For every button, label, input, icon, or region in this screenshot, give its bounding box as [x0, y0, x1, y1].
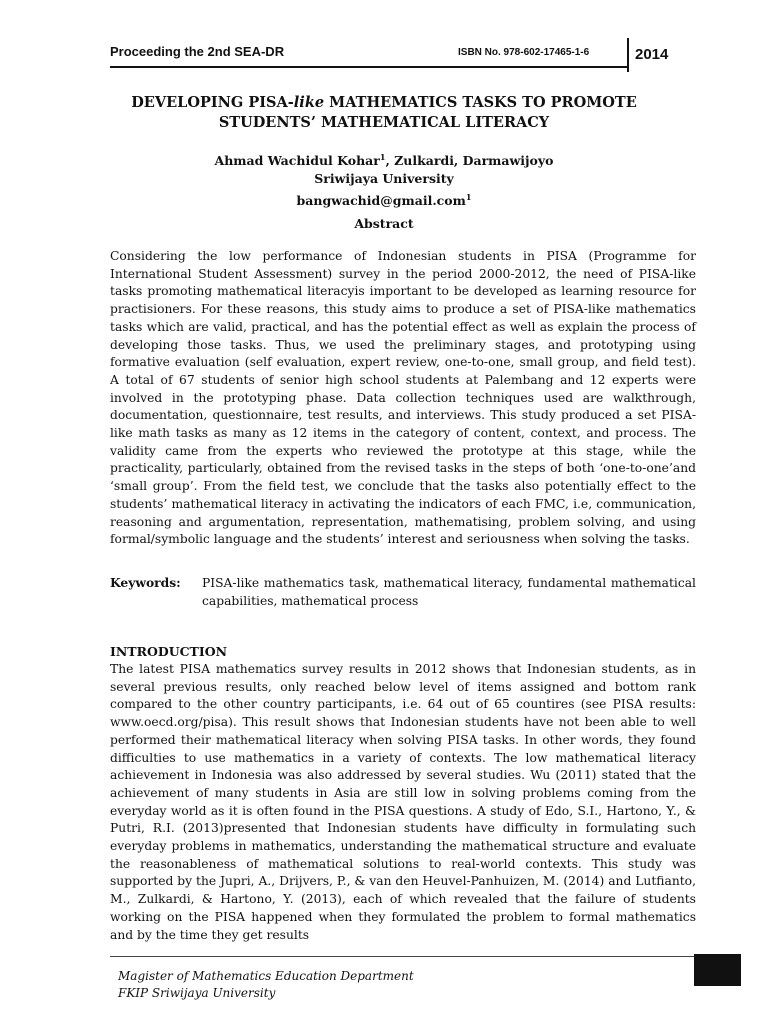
affiliation: Sriwijaya University — [314, 171, 454, 187]
email-sup: 1 — [465, 192, 472, 203]
proceeding-title: Proceeding the 2nd SEA-DR — [110, 44, 285, 59]
footer-text — [118, 968, 414, 1002]
header-vertical-divider — [627, 38, 629, 72]
first-author-sup: 1 — [379, 152, 386, 162]
title-like: like — [293, 94, 325, 111]
title-part-1: DEVELOPING PISA- — [131, 94, 294, 111]
authors-line — [110, 148, 658, 170]
footer-divider — [110, 956, 696, 957]
first-author: Ahmad Wachidul Kohar — [214, 153, 380, 169]
abstract-text: Considering the low performance of Indonesian students in PISA (Programme for International Student Assessment) survey in the period 2000-2012, the need of PISA-like tasks promoting mathematical literacyis important to be developed as learning resource for practisioners. For these reasons, this study aims to produce a set of PISA-like mathematics tasks which are valid, practical, and has the potential effect as well as explain the process of developing those tasks. Thus, we used the preliminary stages, and prototyping using formative evaluation (self evaluation, expert review, one-to-one, small group, and field test). A total of 67 students of senior high school students at Palembang and 12 experts were involved in the prototyping phase. Data collection techniques used are walkthrough, documentation, questionnaire, test results, and interviews. This study produced a set PISA-like math tasks as many as 12 items in the category of content, context, and process. The validity came from the experts who reviewed the prototype at this stage, while the practicality, particularly, obtained from the revised tasks in the steps of both ‘one-to-one’and ‘small group’. From the field test, we conclude that the tasks also potentially effect to the students’ mathematical literacy in activating the indicators of each FMC, i.e, communication, reasoning and argumentation, representation, mathematising, problem solving, and using formal/symbolic language and the students’ interest and seriousness when solving the tasks. — [110, 249, 696, 547]
header-year: 2014 — [635, 46, 669, 63]
header-divider — [110, 66, 627, 68]
footer-university: FKIP Sriwijaya University — [118, 986, 276, 1000]
isbn-number: ISBN No. 978-602-17465-1-6 — [458, 47, 590, 58]
paper-title — [110, 93, 658, 133]
author-email: bangwachid@gmail.com — [296, 193, 466, 209]
introduction-heading: INTRODUCTION — [110, 644, 228, 659]
co-authors: , Zulkardi, Darmawijoyo — [385, 153, 554, 169]
email-line — [110, 188, 658, 210]
keywords-label: Keywords: — [110, 575, 181, 590]
abstract-heading: Abstract — [354, 216, 414, 231]
keywords-text: PISA-like mathematics task, mathematical literacy, fundamental mathematical capabilities, mathematical process — [202, 576, 696, 608]
author-block — [110, 148, 658, 210]
introduction-text: The latest PISA mathematics survey results in 2012 shows that Indonesian students, as in several previous results, only reached below level of items assigned and bottom rank compared to the other country participants, i.e. 64 out of 65 countires (see PISA results: www.oecd.org/pisa). This result shows that Indonesian students have not been able to well performed their mathematical literacy when solving PISA tasks. In other words, they found difficulties to use mathematics in a variety of contexts. The low mathematical literacy achievement in Indonesia was also addressed by several studies. Wu (2011) stated that the achievement of many students in Asia are still low in solving problems coming from the everyday world as it is often found in the PISA questions. A study of Edo, S.I., Hartono, Y., & Putri, R.I. (2013)presented that Indonesian students have difficulty in formulating such everyday problems in mathematics, understanding the mathematical structure and evaluate the reasonableness of mathematical solutions to real-world contexts. This study was supported by the Jupri, A., Drijvers, P., & van den Heuvel-Panhuizen, M. (2014) and Lutfianto, M., Zulkardi, & Hartono, Y. (2013), each of which revealed that the failure of students working on the PISA happened when they formulated the problem to formal mathematics and by the time they get results — [110, 662, 696, 942]
footer-department: Magister of Mathematics Education Department — [118, 969, 414, 983]
page-number-box — [694, 954, 741, 986]
title-part-2: MATHEMATICS TASKS TO PROMOTE STUDENTS’ MATHEMATICAL LITERACY — [218, 94, 637, 131]
